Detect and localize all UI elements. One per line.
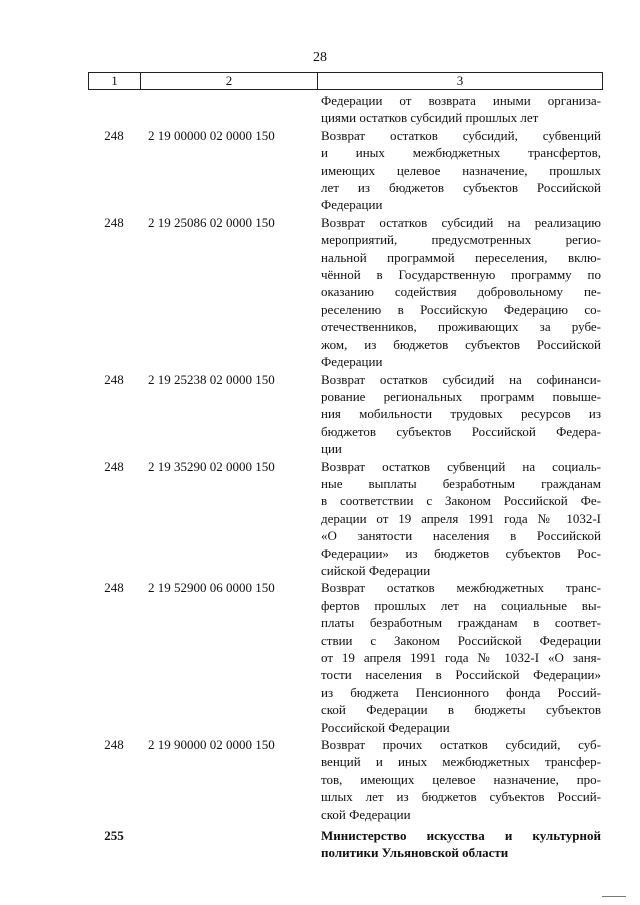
admin-code-cell: 248 [104,214,124,230]
description-line: ствии с Законом Российской Федерации [321,632,601,648]
admin-code-cell: 248 [104,458,124,474]
table-row [88,371,603,458]
description-line: Федерации [321,354,383,370]
description-line: Российской Федерации [321,719,450,735]
description-line: и иных межбюджетных трансфертов, [321,145,601,161]
column-header-3: 3 [456,73,464,88]
description-line: ции [321,441,342,457]
description-line: Возврат остатков субсидий, субвенций [321,127,601,143]
description-line: ской Федерации в бюджеты субъектов [321,702,601,718]
budget-code-cell [140,92,317,127]
description-line: Возврат остатков межбюджетных транс- [321,580,601,596]
description-line: из бюджета Пенсионного фонда Россий- [321,684,601,700]
description-line: реселению в Российскую Федерацию со- [321,301,601,317]
description-line: тов, имеющих целевое назначение, про- [321,771,601,787]
admin-code-cell: 248 [104,580,124,596]
admin-code-cell: 255 [104,828,124,844]
budget-code-cell: 2 19 90000 02 0000 150 [148,737,275,753]
description-line: лет из бюджетов субъектов Российской [321,180,601,196]
description-line: ные выплаты безработным гражданам [321,475,601,491]
description-line: рование региональных программ повыше- [321,388,601,404]
scan-mark [602,886,626,897]
column-header-2: 2 [141,73,318,89]
table-row [88,458,603,580]
budget-code-cell: 2 19 00000 02 0000 150 [148,127,275,143]
description-line: Возврат прочих остатков субсидий, суб- [321,737,601,753]
description-line: Федерации» из бюджетов субъектов Рос- [321,545,601,561]
description-line: тости населения в Российской Федерации» [321,667,601,683]
description-cell [317,92,603,127]
description-cell [317,458,603,580]
description-cell [317,127,603,214]
table-header [88,72,603,90]
description-cell [317,579,603,736]
description-line: отечественников, проживающих за рубе- [321,319,601,335]
description-line: Возврат остатков субсидий на реализацию [321,214,601,230]
admin-code-cell: 248 [104,127,124,143]
budget-code-cell: 2 19 25238 02 0000 150 [148,371,275,387]
description-line: жом, из бюджетов субъектов Российской [321,336,601,352]
description-line: Федерации [321,197,383,213]
description-line: венций и иных межбюджетных трансфер- [321,754,601,770]
table-row [88,827,603,862]
description-line: «О занятости населения в Российской [321,528,601,544]
table-row [88,127,603,214]
description-line: в соответствии с Законом Российской Фе- [321,493,601,509]
description-cell [317,214,603,371]
description-line: Возврат остатков субсидий на софинанси- [321,371,601,387]
budget-code-cell [140,827,317,862]
description-line: ния мобильности трудовых ресурсов из [321,406,601,422]
description-line: фертов прошлых лет на социальные вы- [321,597,601,613]
description-line: чённой в Государственную программу по [321,267,601,283]
description-line: шлых лет из бюджетов субъектов Россий- [321,789,601,805]
description-line: политики Ульяновской области [321,845,509,861]
table-body [88,92,603,862]
description-line: циями остатков субсидий прошлых лет [321,110,539,126]
description-cell [317,371,603,458]
budget-code-cell: 2 19 25086 02 0000 150 [148,214,275,230]
description-line: имеющих целевое назначение, прошлых [321,162,601,178]
description-cell [317,827,603,862]
description-line: ской Федерации [321,806,411,822]
table-row [88,214,603,371]
description-line: бюджетов субъектов Российской Федера- [321,423,601,439]
description-line: Федерации от возврата иными организа- [321,93,601,108]
description-line: от 19 апреля 1991 года № 1032-I «О заня- [321,650,601,665]
description-line: Возврат остатков субвенций на социаль- [321,458,601,474]
table-row [88,92,603,127]
description-line: мероприятий, предусмотренных регио- [321,232,601,248]
description-line: дерации от 19 апреля 1991 года № 1032-I [321,510,601,526]
description-line: Министерство искусства и культурной [321,828,601,844]
description-line: платы безработным гражданам в соответ- [321,615,601,631]
budget-code-cell: 2 19 35290 02 0000 150 [148,458,275,474]
description-line: оказанию содействия добровольному пе- [321,284,601,300]
column-header-1: 1 [89,73,141,89]
page-number: 28 [313,50,327,65]
table-row [88,579,603,736]
budget-code-cell: 2 19 52900 06 0000 150 [148,580,275,596]
admin-code-cell: 248 [104,737,124,753]
admin-code-cell [88,92,140,127]
description-line: сийской Федерации [321,562,431,578]
description-line: нальной программой переселения, вклю- [321,249,601,265]
admin-code-cell: 248 [104,371,124,387]
table-row [88,736,603,823]
description-cell [317,736,603,823]
